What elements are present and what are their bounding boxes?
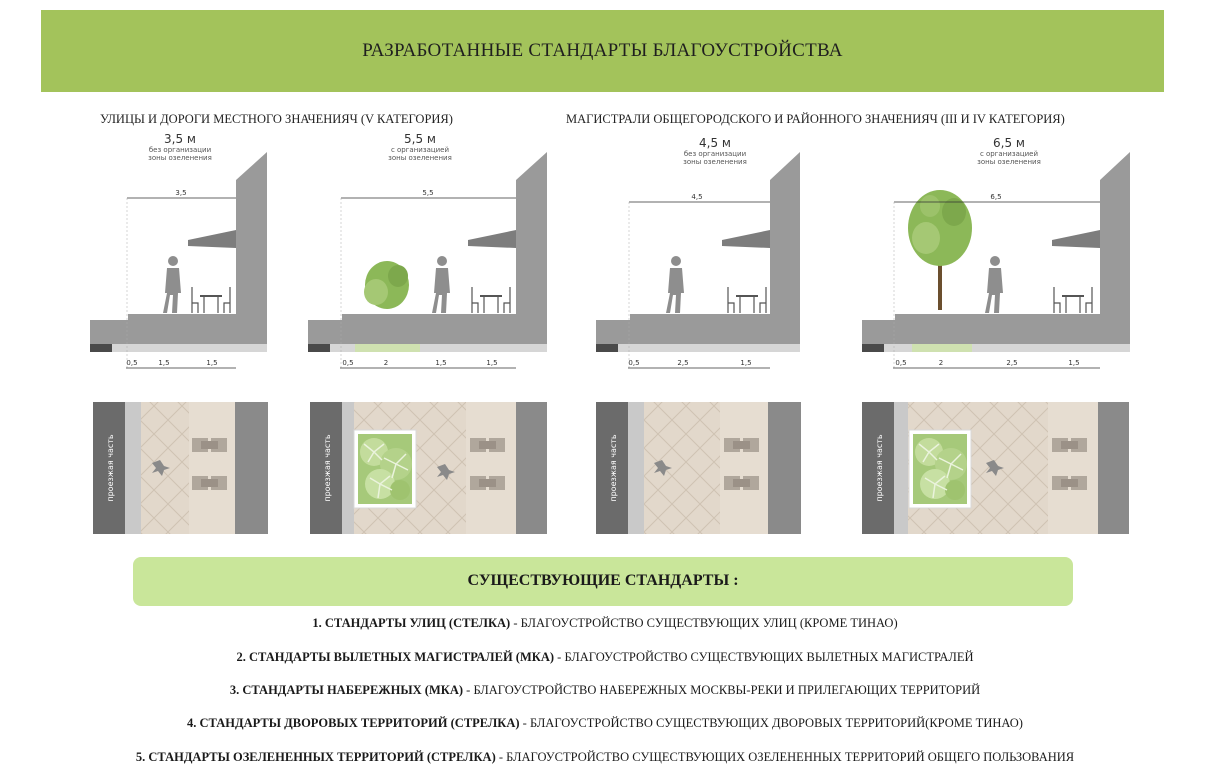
plan-view-4 [862, 402, 1129, 534]
standard-desc: БЛАГОУСТРОЙСТВО СУЩЕСТВУЮЩИХ ОЗЕЛЕНЕННЫХ ТЕРРИТОРИЙ ОБЩЕГО ПОЛЬЗОВАНИЯ [506, 750, 1075, 764]
section-1-profile [90, 152, 267, 370]
dimension-segment: 1,5 [435, 359, 447, 367]
standard-sep: - [463, 683, 474, 697]
dimension-segment: 1,5 [158, 359, 170, 367]
group-title-arterials: МАГИСТРАЛИ ОБЩЕГОРОДСКОГО И РАЙОННОГО ЗНАЧЕНИЯЧ (III И IV КАТЕГОРИЯ) [566, 112, 1065, 126]
section-width: 5,5 м [404, 132, 436, 146]
dimension-total: 3,5 [175, 189, 187, 197]
section-desc: зоны озеленения [388, 154, 452, 162]
page-title: РАЗРАБОТАННЫЕ СТАНДАРТЫ БЛАГОУСТРОЙСТВА [362, 40, 843, 61]
dimension-total: 4,5 [691, 193, 703, 201]
standard-item-2 [0, 650, 1210, 665]
dimension-segment: 2,5 [677, 359, 689, 367]
standard-item-3 [0, 683, 1210, 698]
dimension-segment: 1,5 [1068, 359, 1080, 367]
roadway-label: проезжая часть [875, 434, 884, 502]
standard-item-5 [0, 750, 1210, 765]
section-width: 6,5 м [993, 136, 1025, 150]
standard-name: 3. СТАНДАРТЫ НАБЕРЕЖНЫХ (МКА) [229, 683, 464, 697]
standard-sep: - [519, 716, 530, 730]
dimension-segment: 1,5 [486, 359, 498, 367]
section-2-profile [308, 152, 547, 370]
standard-desc: БЛАГОУСТРОЙСТВО НАБЕРЕЖНЫХ МОСКВЫ-РЕКИ И ПРИЛЕГАЮЩИХ ТЕРРИТОРИЙ [473, 683, 981, 697]
dimension-segment: 0,5 [628, 359, 640, 367]
section-3-profile [596, 152, 800, 370]
standard-desc: БЛАГОУСТРОЙСТВО СУЩЕСТВУЮЩИХ УЛИЦ (КРОМЕ ТИНАО) [520, 616, 898, 630]
section-desc: зоны озеленения [683, 158, 747, 166]
standard-sep: - [495, 750, 507, 764]
roadway-label: проезжая часть [609, 434, 618, 502]
existing-standards-banner [133, 557, 1073, 606]
standard-name: 4. СТАНДАРТЫ ДВОРОВЫХ ТЕРРИТОРИЙ (СТРЕЛКА) [187, 716, 520, 730]
dimension-total: 5,5 [422, 189, 434, 197]
standard-sep: - [554, 650, 565, 664]
dimension-segment: 2 [938, 359, 944, 367]
roadway-label: проезжая часть [323, 434, 332, 502]
standard-item-4 [0, 716, 1210, 731]
plan-view-2 [310, 402, 547, 534]
standard-sep: - [510, 616, 521, 630]
section-desc: без организации [148, 146, 212, 154]
dimension-segment: 1,5 [740, 359, 752, 367]
tree-trunk [938, 262, 942, 310]
section-desc: без организации [683, 150, 747, 158]
dimension-total: 6,5 [990, 193, 1002, 201]
standard-item-1 [0, 616, 1210, 631]
existing-standards-title: СУЩЕСТВУЮЩИЕ СТАНДАРТЫ : [467, 572, 739, 589]
dimension-segment: 2 [383, 359, 389, 367]
dimension-segment: 0,5 [126, 359, 138, 367]
section-desc: с организацией [390, 146, 450, 154]
standard-desc: БЛАГОУСТРОЙСТВО СУЩЕСТВУЮЩИХ ВЫЛЕТНЫХ МАГИСТРАЛЕЙ [564, 650, 974, 664]
section-desc: с организацией [979, 150, 1039, 158]
group-title-local-streets: УЛИЦЫ И ДОРОГИ МЕСТНОГО ЗНАЧЕНИЯЧ (V КАТЕГОРИЯ) [100, 112, 453, 126]
standard-name: 2. СТАНДАРТЫ ВЫЛЕТНЫХ МАГИСТРАЛЕЙ (МКА) [236, 650, 555, 664]
standard-name: 1. СТАНДАРТЫ УЛИЦ (СТЕЛКА) [312, 616, 511, 630]
section-desc: зоны озеленения [977, 158, 1041, 166]
standard-desc: БЛАГОУСТРОЙСТВО СУЩЕСТВУЮЩИХ ДВОРОВЫХ ТЕРРИТОРИЙ(КРОМЕ ТИНАО) [529, 716, 1023, 730]
planter-foliage [358, 434, 412, 504]
section-width: 3,5 м [164, 132, 196, 146]
dimension-segment: 0,5 [895, 359, 907, 367]
dimension-segment: 2,5 [1006, 359, 1018, 367]
planter-foliage [913, 434, 967, 504]
plan-view-3 [596, 402, 801, 534]
plan-view-1 [93, 402, 268, 534]
section-width: 4,5 м [699, 136, 731, 150]
standard-name: 5. СТАНДАРТЫ ОЗЕЛЕНЕННЫХ ТЕРРИТОРИЙ (СТРЕЛКА) [135, 750, 496, 764]
section-4-profile [862, 152, 1130, 370]
dimension-segment: 1,5 [206, 359, 218, 367]
dimension-segment: 0,5 [342, 359, 354, 367]
section-desc: зоны озеленения [148, 154, 212, 162]
roadway-label: проезжая часть [106, 434, 115, 502]
